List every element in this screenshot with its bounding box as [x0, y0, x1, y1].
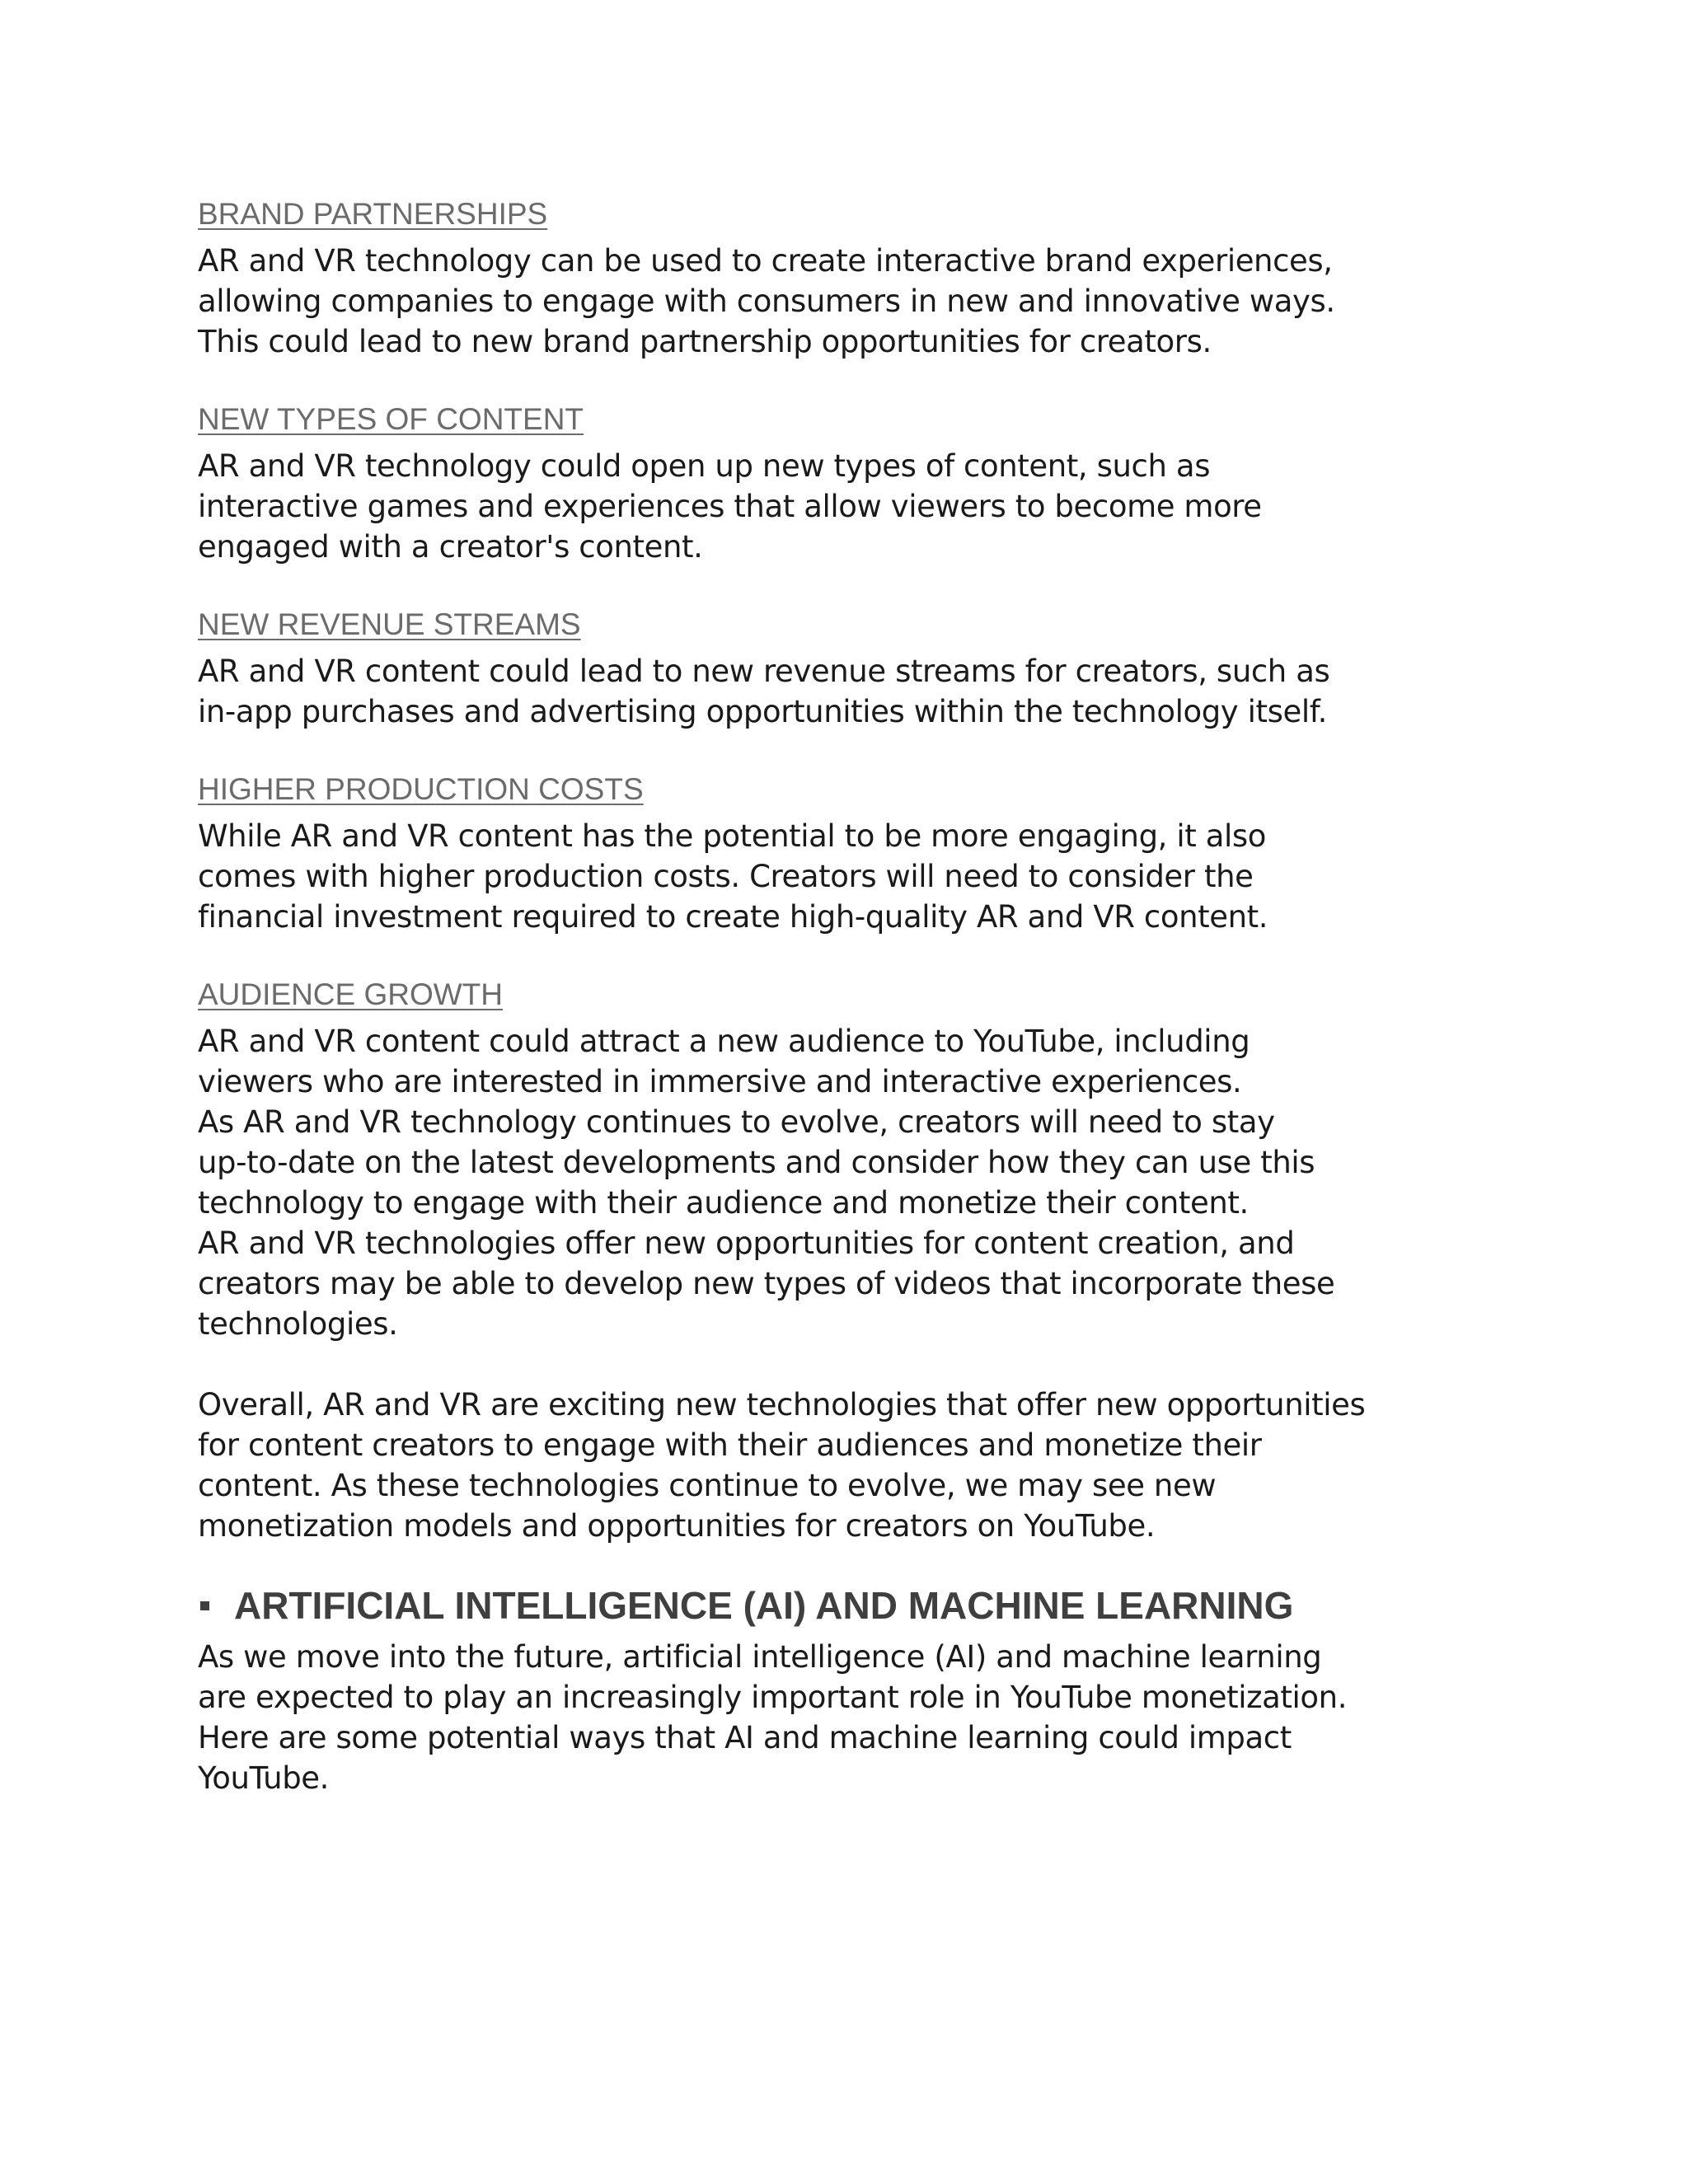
text-line: viewers who are interested in immersive and interactive experiences.: [198, 1064, 1242, 1099]
section-body: [198, 1021, 1517, 1344]
text-line: AR and VR technologies offer new opportunities for content creation, and: [198, 1226, 1295, 1261]
text-line: engaged with a creator's content.: [198, 529, 703, 565]
text-line: technology to engage with their audience and monetize their content.: [198, 1185, 1249, 1221]
text-line: financial investment required to create high-quality AR and VR content.: [198, 899, 1268, 935]
text-line: AR and VR content could lead to new revenue streams for creators, such as: [198, 654, 1330, 689]
ai-section-heading: ARTIFICIAL INTELLIGENCE (AI) AND MACHINE LEARNING: [234, 1584, 1294, 1627]
text-line: creators may be able to develop new types of videos that incorporate these: [198, 1266, 1335, 1301]
text-line: technologies.: [198, 1306, 398, 1342]
overall-paragraph: [198, 1385, 1517, 1546]
text-line: allowing companies to engage with consumers in new and innovative ways.: [198, 284, 1335, 319]
section-new-types-of-content: [198, 400, 1517, 567]
section-heading: NEW REVENUE STREAMS: [198, 607, 581, 641]
text-line: AR and VR technology could open up new types of content, such as: [198, 448, 1211, 484]
section-higher-production-costs: [198, 770, 1517, 937]
ai-section-body: [198, 1637, 1517, 1798]
text-line: Overall, AR and VR are exciting new technologies that offer new opportunities: [198, 1387, 1366, 1422]
text-line: As we move into the future, artificial intelligence (AI) and machine learning: [198, 1639, 1322, 1675]
section-new-revenue-streams: [198, 605, 1517, 732]
text-line: While AR and VR content has the potential to be more engaging, it also: [198, 818, 1266, 854]
text-line: content. As these technologies continue to evolve, we may see new: [198, 1468, 1217, 1503]
text-line: up-to-date on the latest developments and consider how they can use this: [198, 1145, 1315, 1180]
section-audience-growth: [198, 975, 1517, 1344]
text-line: are expected to play an increasingly important role in YouTube monetization.: [198, 1680, 1348, 1715]
section-brand-partnerships: [198, 194, 1517, 362]
section-body: [198, 816, 1517, 937]
section-heading: AUDIENCE GROWTH: [198, 977, 503, 1011]
section-body: [198, 651, 1517, 732]
text-line: As AR and VR technology continues to evolve, creators will need to stay: [198, 1104, 1275, 1140]
paragraph-spacer: [198, 1344, 1517, 1385]
text-line: This could lead to new brand partnership opportunities for creators.: [198, 324, 1212, 359]
text-line: monetization models and opportunities for creators on YouTube.: [198, 1508, 1156, 1544]
text-line: comes with higher production costs. Creators will need to consider the: [198, 859, 1254, 894]
ai-heading-row: [198, 1582, 1517, 1629]
text-line: AR and VR content could attract a new audience to YouTube, including: [198, 1024, 1250, 1059]
text-line: interactive games and experiences that allow viewers to become more: [198, 489, 1262, 524]
text-line: in-app purchases and advertising opportunities within the technology itself.: [198, 694, 1328, 729]
section-body: [198, 241, 1517, 362]
section-heading: BRAND PARTNERSHIPS: [198, 197, 548, 231]
section-heading: NEW TYPES OF CONTENT: [198, 402, 584, 436]
square-bullet-icon: [200, 1601, 209, 1610]
text-line: AR and VR technology can be used to create interactive brand experiences,: [198, 243, 1333, 279]
text-line: for content creators to engage with their audiences and monetize their: [198, 1427, 1262, 1463]
section-body: [198, 446, 1517, 567]
document-page: [198, 194, 1517, 1798]
text-line: YouTube.: [198, 1760, 330, 1796]
section-heading: HIGHER PRODUCTION COSTS: [198, 772, 644, 806]
text-line: Here are some potential ways that AI and machine learning could impact: [198, 1720, 1292, 1755]
